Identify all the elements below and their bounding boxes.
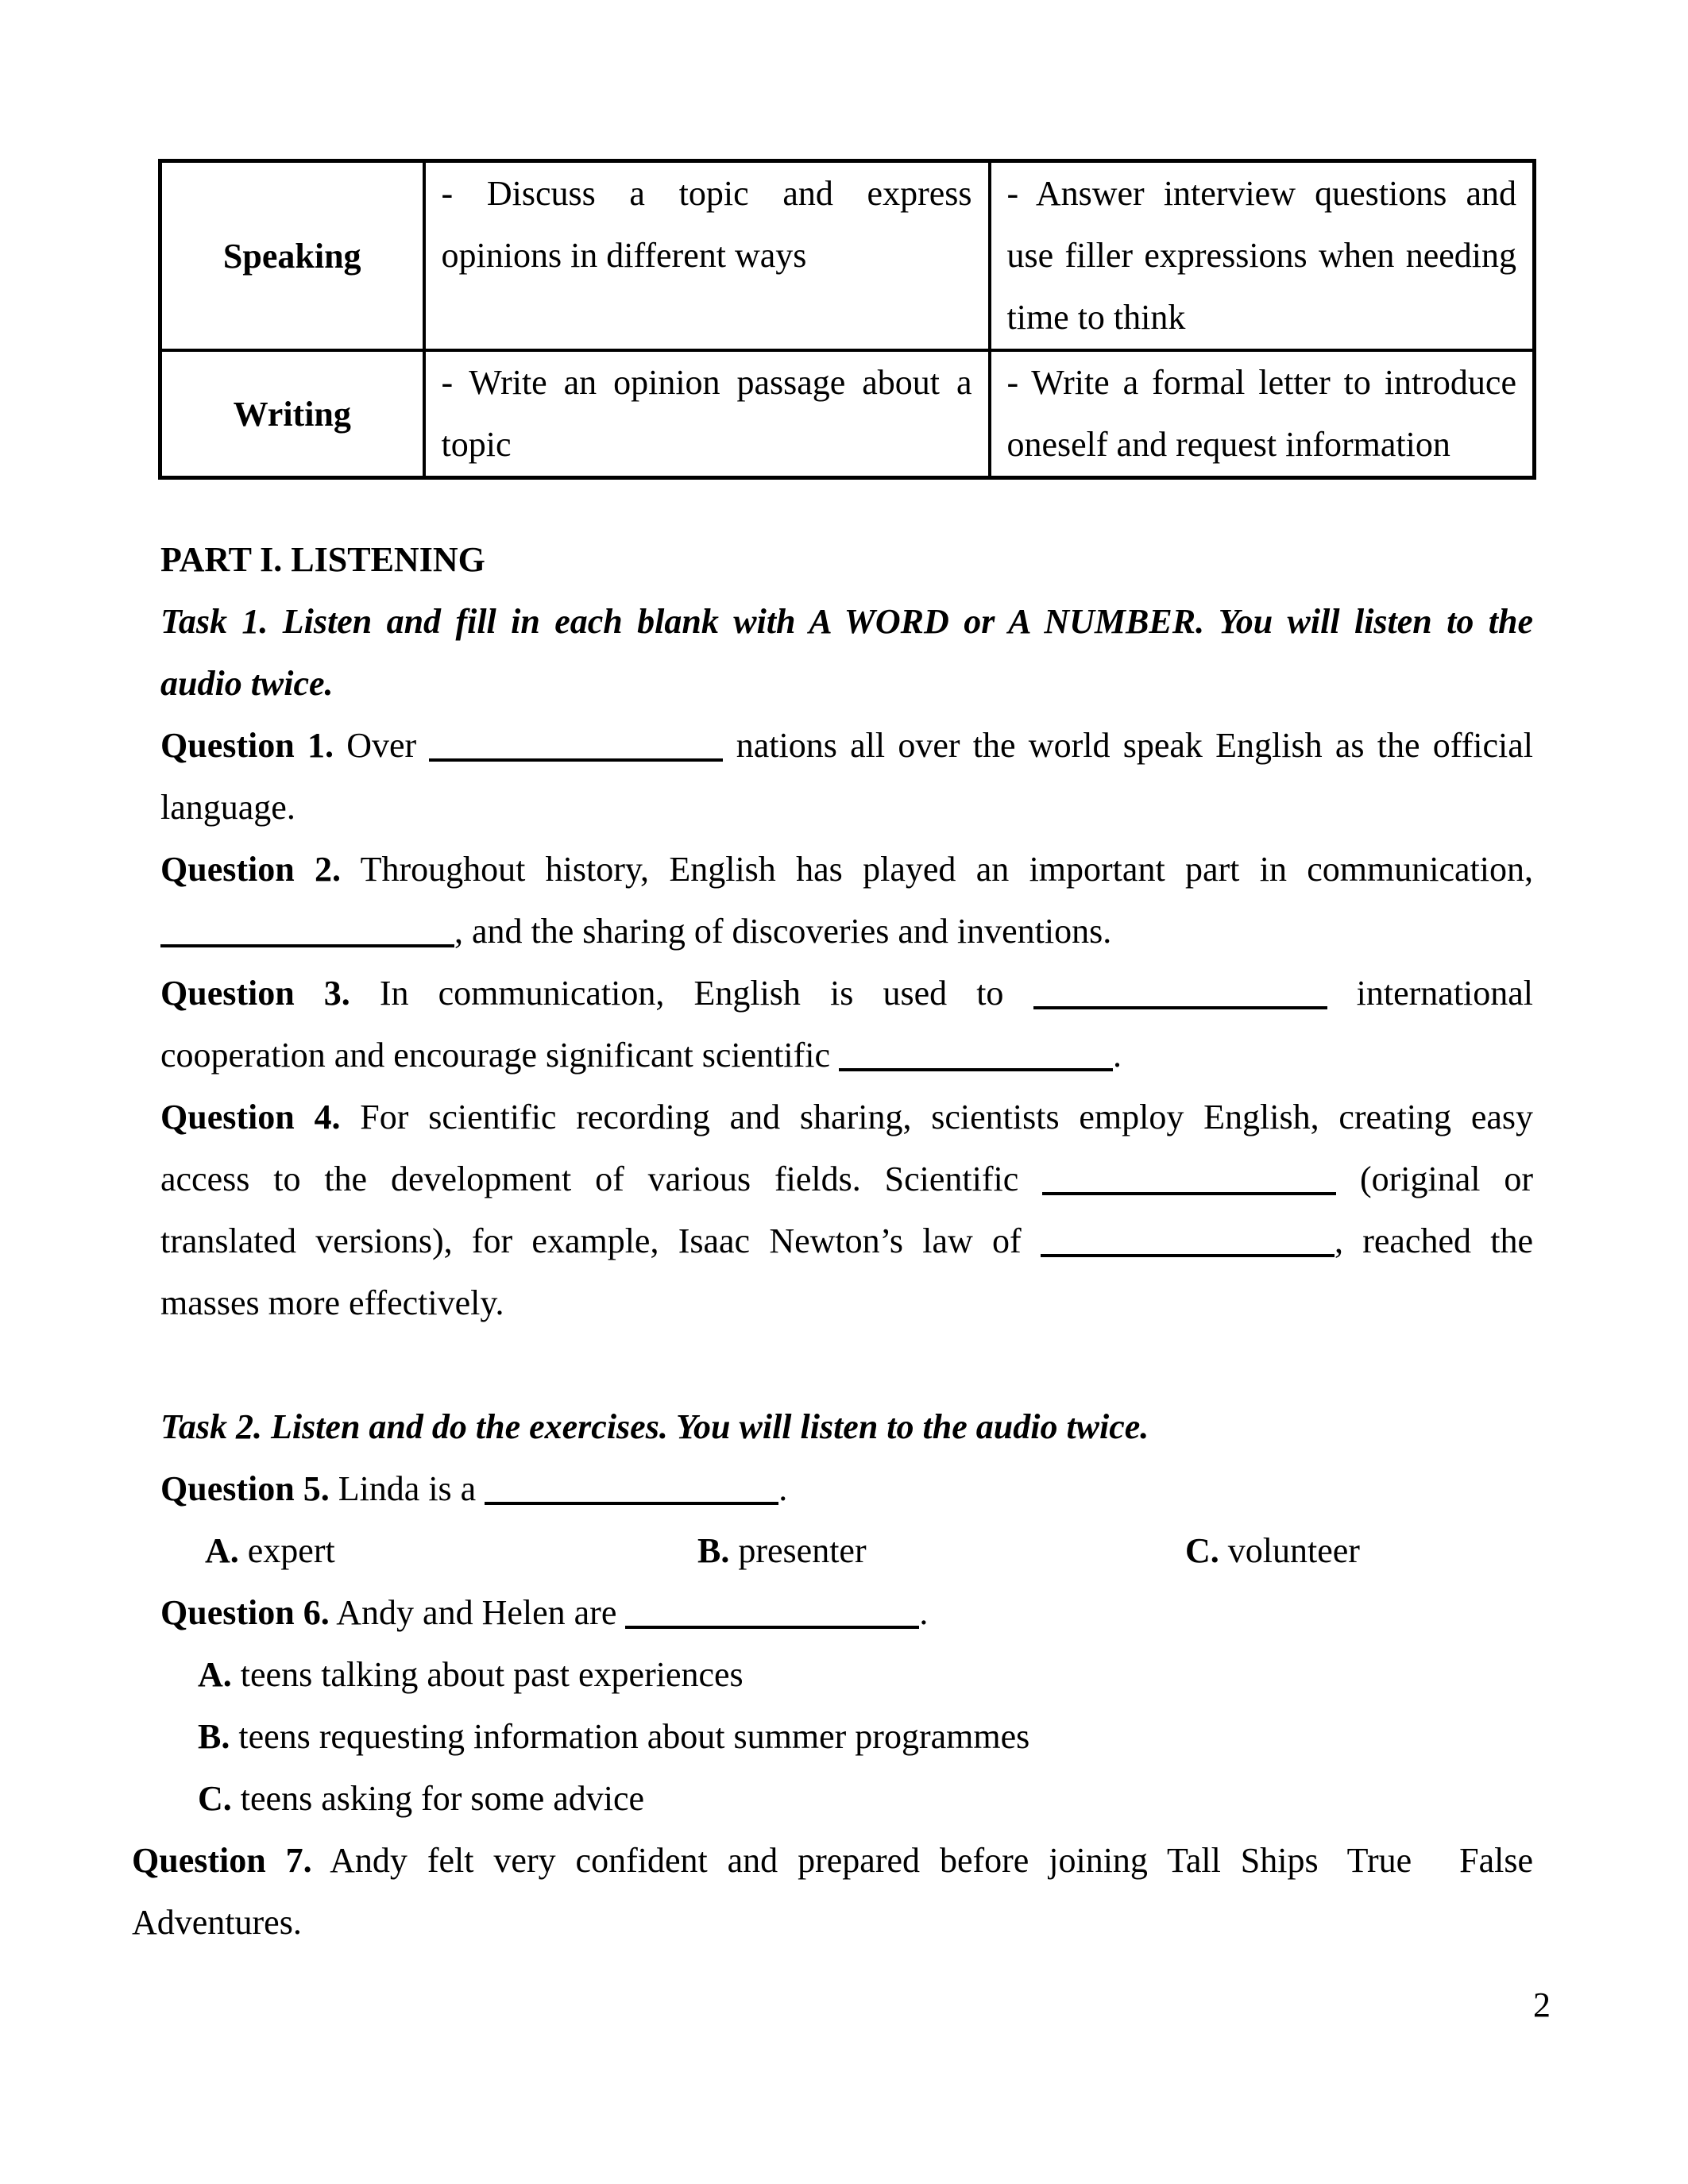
question-1-text: Over [346,726,417,765]
tab-spacer [1319,1871,1347,1872]
option-letter: A. [198,1655,232,1694]
question-3-line2 [160,1024,1533,1086]
question-4-label: Question 4. [160,1098,341,1136]
option-text: presenter [738,1531,867,1570]
false-option[interactable]: False [1459,1841,1534,1880]
question-6-label: Question 6. [160,1593,330,1632]
option-q5-c[interactable] [1185,1520,1360,1582]
question-6-line [160,1582,1533,1644]
option-text: volunteer [1227,1531,1360,1570]
tab-spacer [1412,1871,1459,1872]
task2-instruction: Task 2. Listen and do the exercises. You will listen to the audio twice. [160,1407,1149,1446]
question-4-line2 [160,1148,1533,1210]
writing-objective-1-cell [424,350,990,478]
question-3-line1 [160,963,1533,1024]
question-5-options-row [160,1520,1533,1582]
table-text-line: topic [441,425,512,464]
answer-blank-q6[interactable] [625,1605,919,1629]
page-content [132,0,1533,1954]
question-2-text: , and the sharing of discoveries and inventions. [454,912,1112,951]
question-1-label: Question 1. [160,726,334,765]
table-text-line: use filler expressions when needing [1006,236,1516,275]
question-5-text: . [778,1469,788,1508]
question-4-line1 [160,1086,1533,1148]
table-text-line: - Answer interview questions and [1006,174,1516,213]
option-text: teens talking about past experiences [240,1655,744,1694]
question-7-line1 [132,1830,1533,1892]
table-text-line: opinions in different ways [441,236,807,275]
skills-summary-table [158,159,1536,480]
table-text-line: - Write a formal letter to introduce [1006,363,1516,402]
question-6-text: . [919,1593,929,1632]
table-text-line: time to think [1006,298,1186,337]
option-text: teens asking for some advice [240,1779,645,1818]
page-number: 2 [1533,1985,1551,2024]
answer-blank-q5[interactable] [485,1481,778,1505]
option-letter: C. [198,1779,232,1818]
writing-objective-2-cell [990,350,1535,478]
question-4-line4: masses more effectively. [160,1283,504,1322]
question-3-label: Question 3. [160,974,350,1013]
option-q5-b[interactable] [697,1520,867,1582]
answer-blank-q4a[interactable] [1042,1171,1336,1195]
question-3-text: In communication, English is used to [379,974,1004,1013]
table-text-line: - Discuss a topic and express [441,174,972,213]
question-1-text: nations all over the world speak English as the official [736,726,1534,765]
question-5-label: Question 5. [160,1469,330,1508]
question-4-text: access to the development of various fields. Scientific [160,1160,1019,1198]
true-option[interactable]: True [1346,1841,1412,1880]
question-7-label: Question 7. [132,1841,312,1880]
answer-blank-q3b[interactable] [839,1048,1113,1071]
option-q5-a[interactable] [205,1520,335,1582]
question-2-label: Question 2. [160,850,342,889]
answer-blank-q4b[interactable] [1041,1233,1335,1257]
question-2-text: Throughout history, English has played an important part in communication, [360,850,1533,889]
question-1-line1 [160,715,1533,777]
question-4-line3 [160,1210,1533,1272]
question-3-text: . [1112,1036,1122,1075]
writing-row [160,350,1535,478]
question-4-text: translated versions), for example, Isaac Newton’s law of [160,1221,1022,1260]
writing-skill-label: Writing [160,350,424,478]
task1-instruction-line2: audio twice. [160,664,334,703]
question-3-text: cooperation and encourage significant scientific [160,1036,830,1075]
option-letter: A. [205,1531,239,1570]
question-7-line2: Adventures. [132,1903,302,1942]
question-4-text: (original or [1359,1160,1533,1198]
table-text-line: - Write an opinion passage about a [441,363,972,402]
option-q6-b[interactable] [160,1706,1533,1768]
answer-blank-q1[interactable] [429,738,723,762]
option-q6-a[interactable] [160,1644,1533,1706]
question-2-line2 [160,901,1533,963]
question-4-text: , reached the [1334,1221,1533,1260]
question-5-line [160,1458,1533,1520]
question-6-text: Andy and Helen are [336,1593,617,1632]
question-4-text: For scientific recording and sharing, scientists employ English, creating easy [360,1098,1534,1136]
option-letter: B. [697,1531,730,1570]
answer-blank-q2[interactable] [160,924,454,947]
speaking-skill-label: Speaking [160,161,424,351]
option-letter: B. [198,1717,230,1756]
option-letter: C. [1185,1531,1219,1570]
question-7-text: Andy felt very confident and prepared before joining Tall Ships [330,1841,1319,1880]
speaking-objective-2-cell [990,161,1535,351]
table-text-line: oneself and request information [1006,425,1450,464]
answer-blank-q3a[interactable] [1033,986,1327,1009]
task1-instruction-line1: Task 1. Listen and fill in each blank with A WORD or A NUMBER. You will listen to the [160,602,1533,641]
question-2-line1 [160,839,1533,901]
question-1-line2: language. [160,788,295,827]
speaking-objective-1-cell [424,161,990,351]
part1-heading: PART I. LISTENING [160,540,485,579]
blank-line [132,1334,1533,1396]
option-q6-c[interactable] [160,1768,1533,1830]
option-text: teens requesting information about summer programmes [238,1717,1030,1756]
option-text: expert [247,1531,335,1570]
question-3-text: international [1356,974,1534,1013]
speaking-row [160,161,1535,351]
question-5-text: Linda is a [338,1469,477,1508]
